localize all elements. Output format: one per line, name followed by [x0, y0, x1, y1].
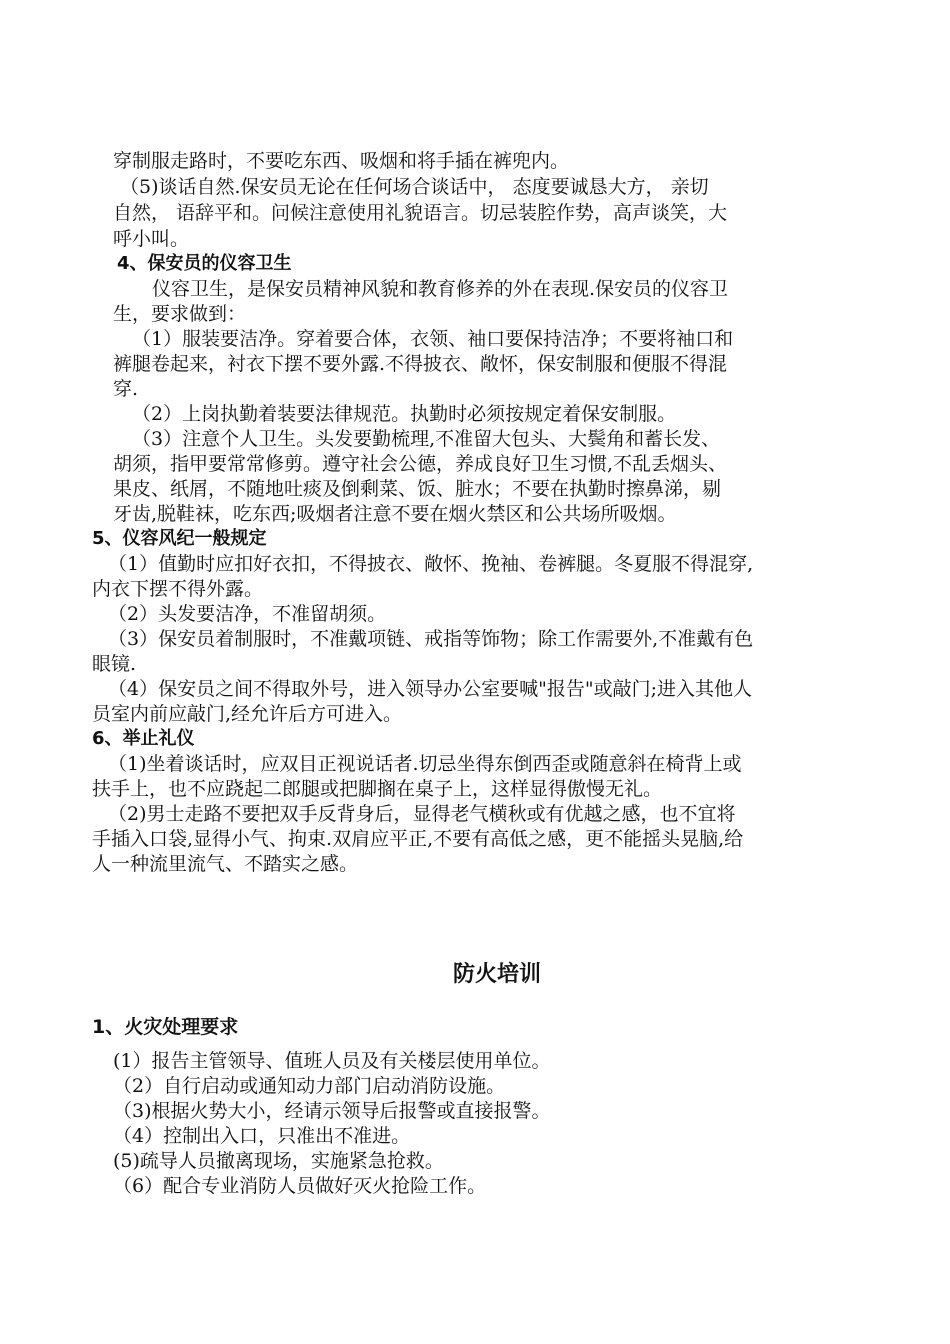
- paragraph-line: 人一种流里流气、不踏实之感。: [92, 853, 359, 875]
- paragraph-line: （5)谈话自然.保安员无论在任何场合谈话中， 态度要诚恳大方， 亲切: [120, 176, 709, 198]
- paragraph-line: 仪容卫生，是保安员精神风貌和教育修养的外在表现.保安员的仪容卫: [152, 278, 729, 300]
- paragraph-line: 牙齿,脱鞋袜，吃东西;吸烟者注意不要在烟火禁区和公共场所吸烟。: [113, 503, 677, 525]
- paragraph-line: 自然， 语辞平和。问候注意使用礼貌语言。切忌装腔作势，高声谈笑，大: [113, 202, 728, 224]
- paragraph-line: 果皮、纸屑，不随地吐痰及倒剩菜、饭、脏水；不要在执勤时擦鼻涕，剔: [113, 478, 722, 500]
- paragraph-line: 手插入口袋,显得小气、拘束.双肩应平正,不要有高低之感，更不能摇头晃脑,给: [92, 828, 744, 850]
- paragraph-line: （1)坐着谈话时，应双目正视说话者.切忌坐得东倒西歪或随意斜在椅背上或: [108, 753, 742, 775]
- paragraph-line: 员室内前应敲门,经允许后方可进入。: [92, 703, 403, 725]
- paragraph-line: 穿制服走路时，不要吃东西、吸烟和将手插在裤兜内。: [113, 150, 570, 172]
- section-heading: 1、火灾处理要求: [92, 1016, 239, 1038]
- paragraph-line: （3）保安员着制服时，不准戴项链、戒指等饰物；除工作需要外,不准戴有色: [108, 628, 754, 650]
- list-item: （6）配合专业消防人员做好灭火抢险工作。: [113, 1175, 487, 1197]
- paragraph-line: 胡须，指甲要常常修剪。遵守社会公德，养成良好卫生习惯,不乱丢烟头、: [113, 453, 728, 475]
- section-heading: 5、仪容风纪一般规定: [92, 528, 267, 549]
- paragraph-line: （2）头发要洁净，不准留胡须。: [108, 603, 387, 625]
- paragraph-line: （3）注意个人卫生。头发要勤梳理,不准留大包头、大鬓角和蓄长发、: [132, 428, 721, 450]
- list-item: （2）自行启动或通知动力部门启动消防设施。: [113, 1075, 506, 1097]
- paragraph-line: （1）服装要洁净。穿着要合体，衣领、袖口要保持洁净；不要将袖口和: [132, 328, 734, 350]
- paragraph-line: （2）上岗执勤着装要法律规范。执勤时必须按规定着保安制服。: [132, 403, 677, 425]
- paragraph-line: 呼小叫。: [113, 228, 190, 250]
- list-item: (1）报告主管领导、值班人员及有关楼层使用单位。: [113, 1050, 551, 1072]
- section-heading: 4、保安员的仪容卫生: [117, 253, 292, 274]
- paragraph-line: （1）值勤时应扣好衣扣，不得披衣、敞怀、挽袖、卷裤腿。冬夏服不得混穿,: [108, 553, 754, 575]
- list-item: （3)根据火势大小，经请示领导后报警或直接报警。: [113, 1100, 551, 1122]
- paragraph-line: 生，要求做到：: [113, 303, 247, 325]
- list-item: (5)疏导人员撤离现场，实施紧急抢救。: [113, 1150, 444, 1172]
- page-title: 防火培训: [453, 962, 542, 987]
- paragraph-line: 眼镜.: [92, 653, 137, 675]
- paragraph-line: 内衣下摆不得外露。: [92, 578, 264, 600]
- paragraph-line: 裤腿卷起来，衬衣下摆不要外露.不得披衣、敞怀，保安制服和便服不得混: [113, 353, 728, 375]
- paragraph-line: 穿.: [113, 378, 139, 400]
- paragraph-line: （4）保安员之间不得取外号，进入领导办公室要喊"报告"或敲门;进入其他人: [108, 678, 752, 700]
- paragraph-line: （2)男士走路不要把双手反背身后，显得老气横秋或有优越之感，也不宜将: [108, 803, 736, 825]
- paragraph-line: 扶手上，也不应跷起二郎腿或把脚搁在桌子上，这样显得傲慢无礼。: [92, 778, 663, 800]
- section-heading: 6、举止礼仪: [92, 728, 195, 749]
- list-item: （4）控制出入口，只准出不准进。: [113, 1125, 411, 1147]
